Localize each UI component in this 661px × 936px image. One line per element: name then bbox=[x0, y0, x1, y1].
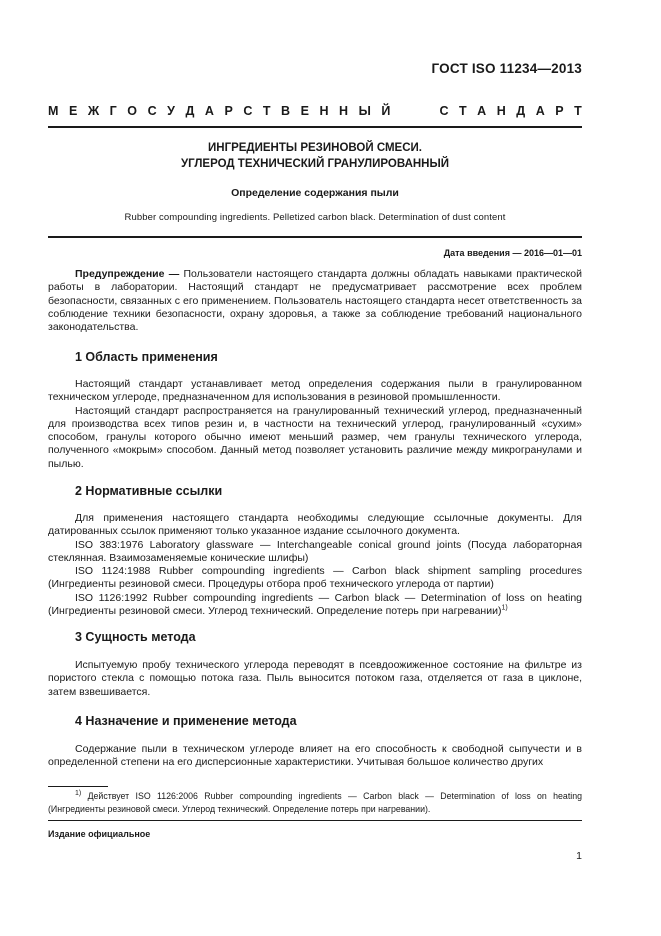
banner-letter: Т bbox=[262, 104, 271, 118]
banner-letter: Г bbox=[109, 104, 117, 118]
warning-paragraph bbox=[48, 268, 582, 334]
banner-letter: Е bbox=[68, 104, 78, 118]
banner-letter: Р bbox=[224, 104, 233, 118]
page-number: 1 bbox=[576, 850, 582, 862]
section-2-heading: 2 Нормативные ссылки bbox=[75, 484, 223, 498]
banner-letter: Е bbox=[300, 104, 309, 118]
footnote-marker[interactable]: 1) bbox=[501, 604, 508, 612]
section-1-heading: 1 Область применения bbox=[75, 350, 218, 364]
section-1-body bbox=[48, 378, 582, 471]
banner-letter: С bbox=[439, 104, 449, 118]
warning-text: Пользователи настоящего стандарта должны обладать навыками практической работы в лаборатории. Настоящий стандарт не предусматривает рассмотрение всех проблем безопасности, связанных с его применением. Пользователь настоящего стандарта несет ответственность за соблюдение техники безопасности, охрану здоровья, а также за соблюдение требований национального законодательства. bbox=[48, 268, 582, 334]
document-title bbox=[48, 140, 582, 172]
footnote-rule bbox=[48, 786, 108, 787]
title-line: УГЛЕРОД ТЕХНИЧЕСКИЙ ГРАНУЛИРОВАННЫЙ bbox=[180, 158, 450, 170]
section-4-heading: 4 Назначение и применение метода bbox=[75, 714, 297, 728]
section-2-body bbox=[48, 512, 582, 618]
title-rule bbox=[48, 236, 582, 238]
banner-letter: Ж bbox=[87, 104, 100, 118]
banner-letter: Н bbox=[319, 104, 329, 118]
footnote-text: Действует ISO 1126:2006 Rubber compounding ingredients — Carbon black — Determination of loss on heating (Ингредиенты резиновой смеси. Углерод технический. Определение потерь при нагревании). bbox=[48, 791, 582, 814]
banner-letter: А bbox=[477, 104, 487, 118]
banner-letter: Д bbox=[185, 104, 195, 118]
standard-type-banner bbox=[48, 104, 582, 118]
banner-letter: Н bbox=[339, 104, 349, 118]
document-designation: ГОСТ ISO 11234—2013 bbox=[431, 61, 582, 76]
banner-letter: Т bbox=[459, 104, 467, 118]
banner-letter: Н bbox=[496, 104, 506, 118]
english-title: Rubber compounding ingredients. Pelletized carbon black. Determination of dust content bbox=[124, 212, 506, 223]
section-3-heading: 3 Сущность метода bbox=[75, 630, 196, 644]
footer-rule bbox=[48, 820, 582, 821]
edition-label: Издание официальное bbox=[48, 829, 151, 839]
section-3-body bbox=[48, 659, 582, 699]
paragraph: Настоящий стандарт устанавливает метод определения содержания пыли в гранулированном техническом углероде, предназначенном для использования в резиновой промышленности. bbox=[48, 378, 582, 404]
warning-label: Предупреждение — bbox=[75, 268, 180, 280]
header-rule bbox=[48, 126, 582, 128]
banner-letter: С bbox=[243, 104, 253, 118]
title-line: ИНГРЕДИЕНТЫ РЕЗИНОВОЙ СМЕСИ. bbox=[208, 142, 422, 154]
paragraph: Испытуемую пробу технического углерода переводят в псевдоожиженное состояние на фильтре из пористого стекла с помощью потока газа. Пыль выносится потоком газа, отделяется от газа в циклоне, затем взвешивается. bbox=[48, 659, 582, 698]
paragraph: Для применения настоящего стандарта необходимы следующие ссылочные документы. Для датированных ссылок применяют только указанное издание ссылочного документа. bbox=[48, 512, 582, 538]
banner-word-gap bbox=[401, 104, 429, 118]
banner-letter: Ы bbox=[358, 104, 371, 118]
document-subtitle: Определение содержания пыли bbox=[231, 187, 399, 199]
banner-letter: В bbox=[281, 104, 291, 118]
banner-letter: М bbox=[48, 104, 59, 118]
banner-letter: Д bbox=[516, 104, 526, 118]
section-4-body bbox=[48, 743, 582, 770]
banner-letter: Т bbox=[574, 104, 582, 118]
reference-iso-1126: ISO 1126:1992 Rubber compounding ingredients — Carbon black — Determination of loss on heating (Ингредиенты резиновой смеси. Углерод технический. Определение потерь при нагревании)$^{1)}$ bbox=[48, 591, 582, 618]
banner-letter: Р bbox=[555, 104, 564, 118]
banner-letter: Й bbox=[381, 104, 391, 118]
banner-letter: О bbox=[127, 104, 138, 118]
paragraph: Настоящий стандарт распространяется на гранулированный технический углерод, предназначенный для производства всех типов резин и, в частности на технический углерод, гранулированный «сухим» способом, гранулы которого обычно имеют меньший размер, чем гранулы технического углерода, полученного «мокрым» способом. Данный метод позволяет установить различие между микрогранулами и пылью. bbox=[48, 404, 582, 470]
reference-iso-383: ISO 383:1976 Laboratory glassware — Interchangeable conical ground joints (Посуда лабораторная стеклянная. Взаимозаменяемые конические шлифы) bbox=[48, 538, 582, 564]
introduction-date: Дата введения — 2016—01—01 bbox=[443, 248, 582, 258]
footnote bbox=[48, 790, 582, 816]
reference-iso-1124: ISO 1124:1988 Rubber compounding ingredients — Carbon black shipment sampling procedures (Ингредиенты резиновой смеси. Процедуры отбора проб технического углерода от партии) bbox=[48, 565, 582, 591]
paragraph: Содержание пыли в техническом углероде влияет на его способность к свободной сыпучести и в определенной степени на его дисперсионные характеристики. Учитывая большое количество других bbox=[48, 743, 582, 769]
footnote-number: 1) bbox=[75, 790, 82, 798]
banner-letter: А bbox=[535, 104, 545, 118]
banner-letter: А bbox=[204, 104, 214, 118]
banner-letter: У bbox=[167, 104, 175, 118]
banner-letter: С bbox=[147, 104, 157, 118]
